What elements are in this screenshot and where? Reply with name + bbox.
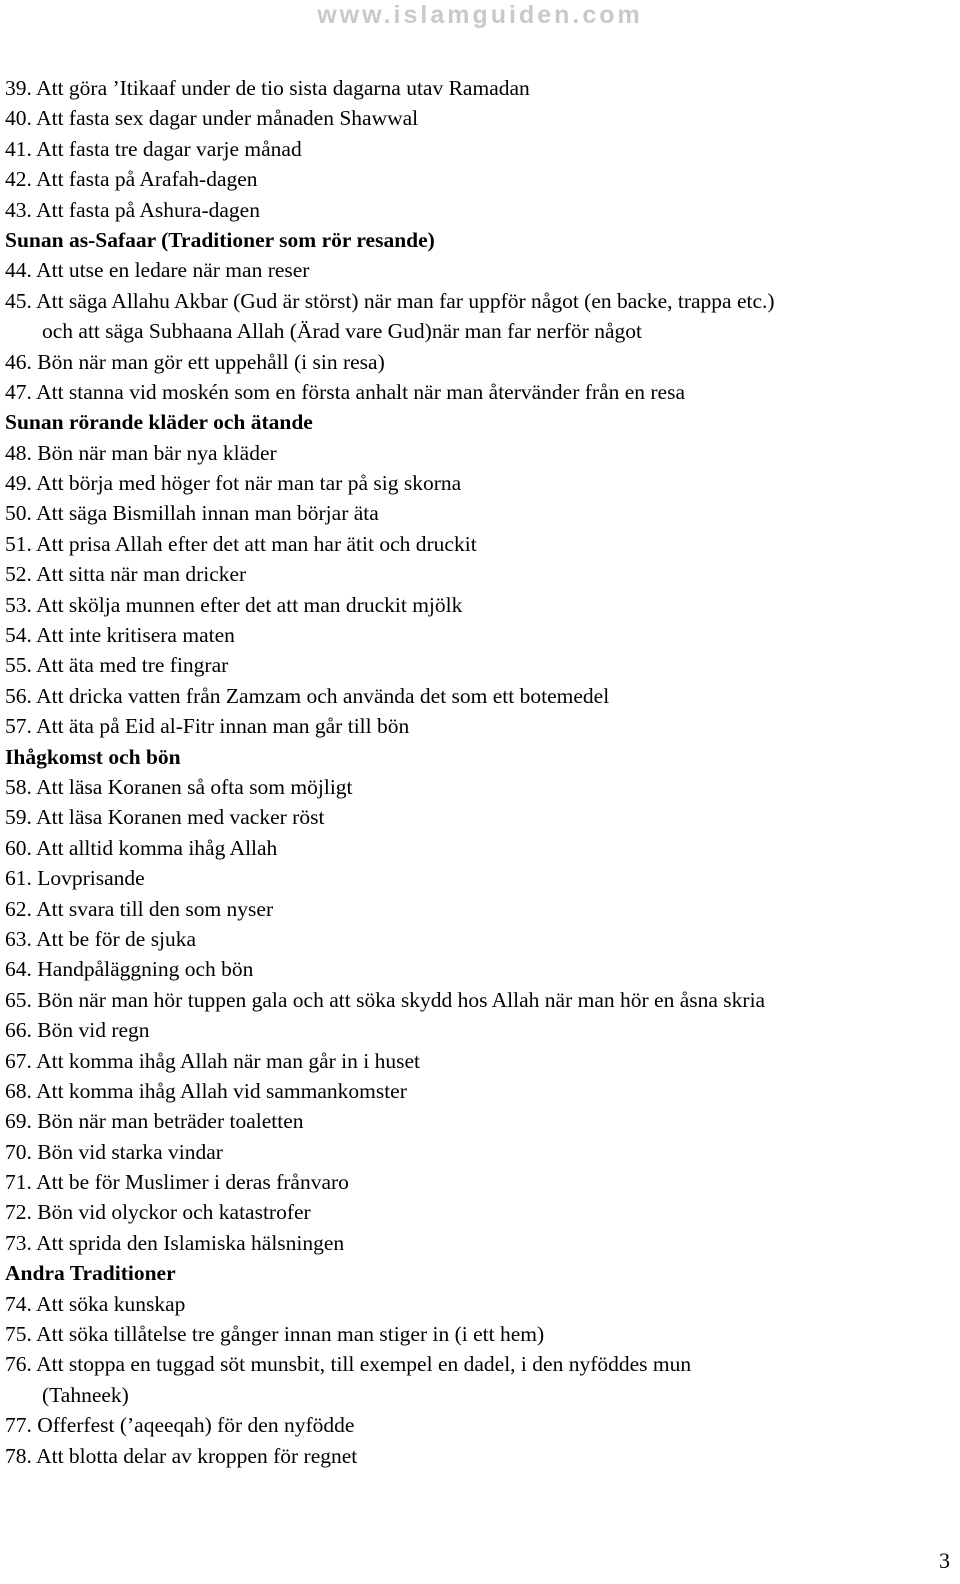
list-item: 51. Att prisa Allah efter det att man har ätit och druckit	[5, 531, 477, 556]
list-item: 56. Att dricka vatten från Zamzam och använda det som ett botemedel	[5, 683, 610, 708]
page-number: 3	[939, 1548, 950, 1573]
list-item: 72. Bön vid olyckor och katastrofer	[5, 1200, 311, 1225]
list-item: 59. Att läsa Koranen med vacker röst	[5, 805, 325, 830]
list-item: 77. Offerfest (’aqeeqah) för den nyfödde	[5, 1413, 355, 1438]
section-heading: Ihågkomst och bön	[5, 744, 181, 769]
list-item: 62. Att svara till den som nyser	[5, 896, 274, 921]
list-item: 69. Bön när man beträder toaletten	[5, 1109, 304, 1134]
list-item: 54. Att inte kritisera maten	[5, 623, 235, 648]
section-heading: Sunan as-Safaar (Traditioner som rör resande)	[5, 227, 435, 252]
list-item: 58. Att läsa Koranen så ofta som möjligt	[5, 774, 353, 799]
list-item: 67. Att komma ihåg Allah när man går in i huset	[5, 1048, 420, 1073]
list-item: 39. Att göra ’Itikaaf under de tio sista dagarna utav Ramadan	[5, 76, 530, 100]
list-item: 75. Att söka tillåtelse tre gånger innan man stiger in (i ett hem)	[5, 1322, 545, 1347]
list-item: 45. Att säga Allahu Akbar (Gud är störst) när man far uppför något (en backe, trappa etc.)	[5, 288, 775, 313]
list-item: 70. Bön vid starka vindar	[5, 1139, 223, 1164]
section-heading: Sunan rörande kläder och ätande	[5, 410, 313, 435]
list-item: 71. Att be för Muslimer i deras frånvaro	[5, 1170, 349, 1195]
list-item: 61. Lovprisande	[5, 866, 145, 891]
list-item: 48. Bön när man bär nya kläder	[5, 440, 277, 465]
list-item: 41. Att fasta tre dagar varje månad	[5, 136, 302, 161]
document-body	[5, 73, 950, 1471]
list-item: 60. Att alltid komma ihåg Allah	[5, 835, 278, 860]
list-item: 49. Att börja med höger fot när man tar på sig skorna	[5, 471, 462, 496]
list-item: 57. Att äta på Eid al-Fitr innan man går till bön	[5, 714, 410, 739]
section-heading: Andra Traditioner	[5, 1261, 176, 1286]
list-item: 53. Att skölja munnen efter det att man druckit mjölk	[5, 592, 463, 617]
list-item: 55. Att äta med tre fingrar	[5, 653, 229, 678]
list-item: 68. Att komma ihåg Allah vid sammankomster	[5, 1078, 407, 1103]
list-item: 66. Bön vid regn	[5, 1018, 150, 1043]
list-item: 74. Att söka kunskap	[5, 1291, 186, 1316]
list-item: 65. Bön när man hör tuppen gala och att söka skydd hos Allah när man hör en åsna skria	[5, 987, 766, 1012]
website-watermark: www.islamguiden.com	[317, 1, 643, 29]
list-item: 47. Att stanna vid moskén som en första anhalt när man återvänder från en resa	[5, 379, 686, 404]
list-item: 63. Att be för de sjuka	[5, 926, 197, 951]
list-item: 52. Att sitta när man dricker	[5, 562, 247, 587]
list-item: 40. Att fasta sex dagar under månaden Shawwal	[5, 106, 419, 131]
list-item-continuation: (Tahneek)	[42, 1382, 129, 1407]
list-item: 42. Att fasta på Arafah-dagen	[5, 167, 258, 192]
list-item: 50. Att säga Bismillah innan man börjar äta	[5, 501, 379, 526]
list-item: 64. Handpåläggning och bön	[5, 957, 254, 982]
list-item: 44. Att utse en ledare när man reser	[5, 258, 310, 283]
list-item: 46. Bön när man gör ett uppehåll (i sin resa)	[5, 349, 385, 374]
list-item-continuation: och att säga Subhaana Allah (Ärad vare Gud)när man far nerför något	[42, 319, 642, 344]
list-item: 76. Att stoppa en tuggad söt munsbit, till exempel en dadel, i den nyföddes mun	[5, 1352, 692, 1377]
list-item: 43. Att fasta på Ashura-dagen	[5, 197, 260, 222]
list-item: 73. Att sprida den Islamiska hälsningen	[5, 1230, 345, 1255]
list-item: 78. Att blotta delar av kroppen för regnet	[5, 1443, 358, 1468]
